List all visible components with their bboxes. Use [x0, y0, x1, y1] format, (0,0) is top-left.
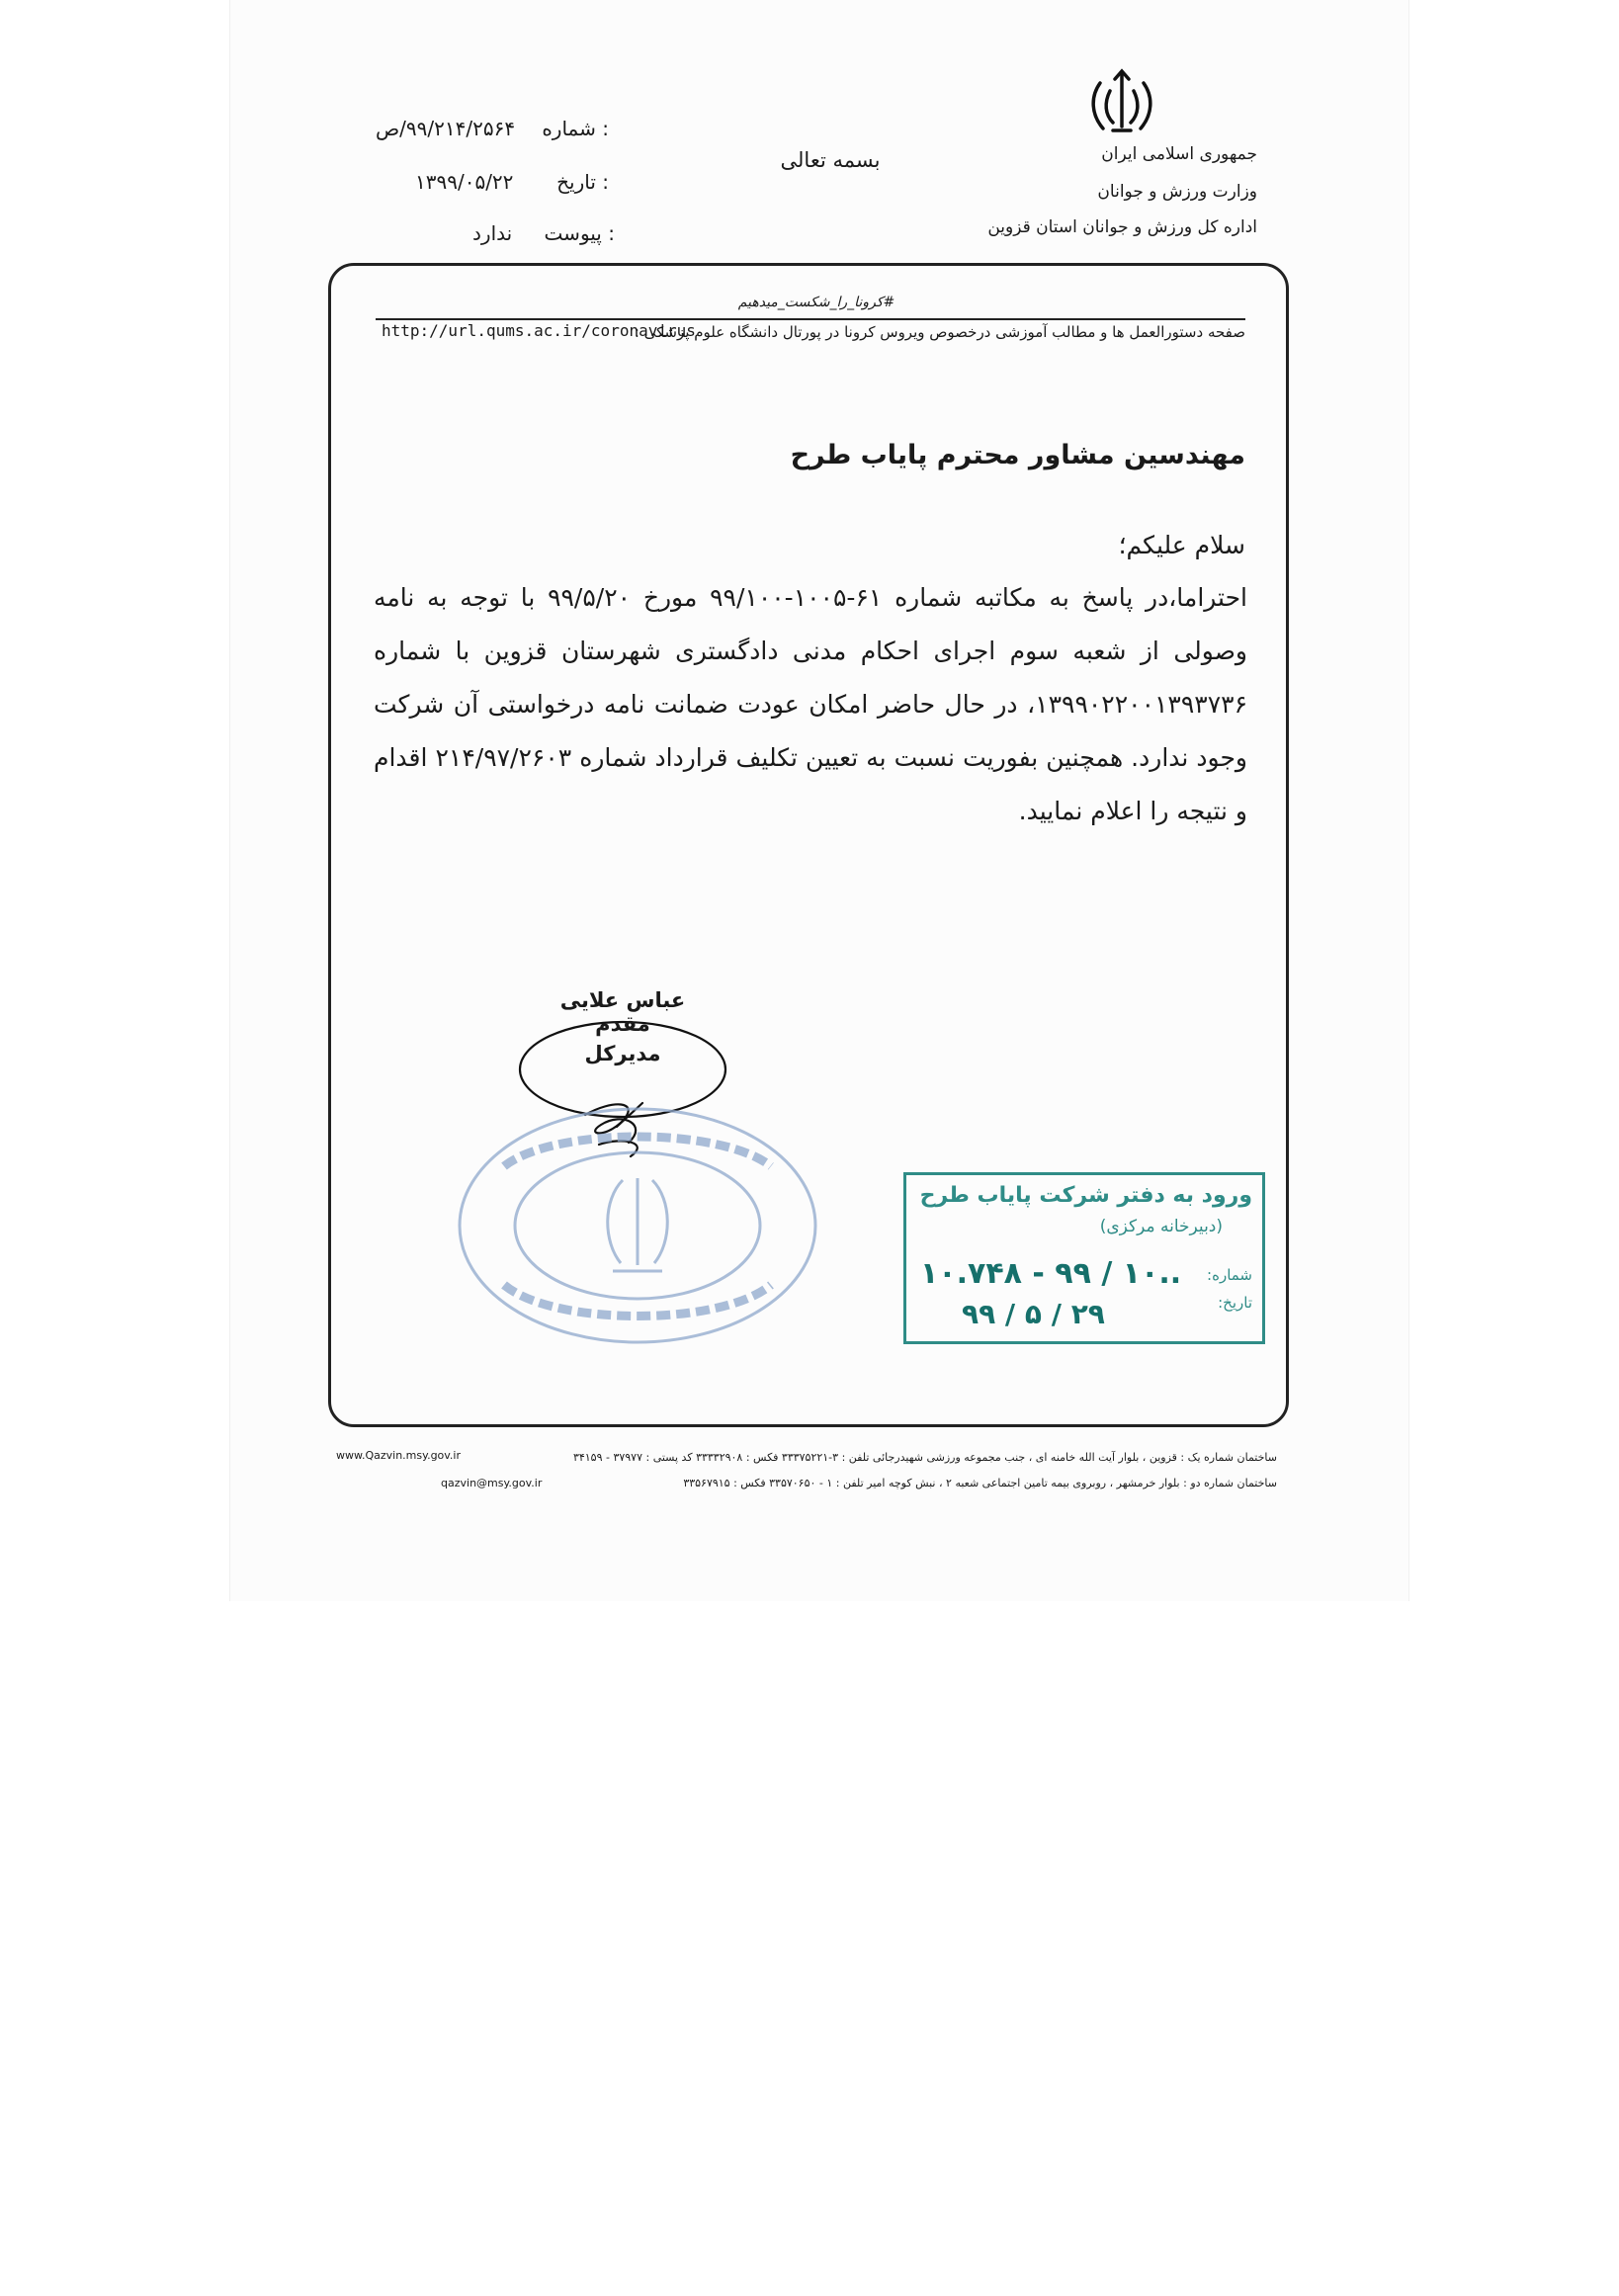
letter-attachment-label: پیوست :	[544, 221, 615, 245]
letter-date-row	[415, 170, 609, 206]
covid-hashtag: #کرونا_را_شکست_میدهیم	[737, 295, 895, 310]
footer-address-1: ساختمان شماره یک : قزوین ، بلوار آیت الله خامنه ای ، جنب مجموعه ورزشی شهیدرجائی تلفن : ۳-۳۳۳۷۵۲۲۱ فکس : ۳۳۳۳۲۹۰۸ کد پستی : ۳۷۹۷۷ - ۳۴۱۵۹	[572, 1451, 1277, 1464]
letter-greeting: سلام علیکم؛	[1118, 531, 1245, 559]
letter-attachment-row	[472, 221, 615, 257]
letter-date-value: ۱۳۹۹/۰۵/۲۲	[415, 170, 514, 194]
org-line-country: جمهوری اسلامی ایران	[1101, 144, 1257, 164]
signer-name: عباس علایی مقدم	[559, 988, 686, 1036]
covid-note: صفحه دستورالعمل ها و مطالب آموزشی درخصوص ویروس کرونا در پورتال دانشگاه علوم پزشکی :	[634, 323, 1245, 341]
letter-date-label: تاریخ :	[556, 170, 609, 194]
bismillah: بسمه تعالی	[780, 148, 881, 172]
covid-url-link[interactable]: http://url.qums.ac.ir/coronavirus	[382, 321, 696, 340]
received-stamp	[903, 1172, 1265, 1344]
stamp-title: ورود به دفتر شرکت پایاب طرح	[919, 1183, 1252, 1208]
signer-block	[534, 988, 712, 1065]
stamp-number-label: شماره:	[1207, 1266, 1252, 1284]
org-line-ministry: وزارت ورزش و جوانان	[1097, 182, 1257, 202]
letter-attachment-value: ندارد	[472, 221, 513, 245]
stamp-date-label: تاریخ:	[1218, 1294, 1252, 1312]
banner-divider	[376, 318, 1245, 320]
footer-website[interactable]: www.Qazvin.msy.gov.ir	[336, 1449, 462, 1462]
letter-number-value: ۹۹/۲۱۴/۲۵۶۴/ص	[376, 117, 516, 140]
stamp-subtitle: (دبیرخانه مرکزی)	[1099, 1217, 1223, 1236]
letter-body: احتراما،در پاسخ به مکاتبه شماره ۶۱-۱۰۰۵-۹۹/۱۰۰ مورخ ۹۹/۵/۲۰ با توجه به نامه وصولی از شعبه سوم اجرای احکام مدنی دادگستری شهرستان قزوین با شماره ۱۳۹۹۰۲۲۰۰۱۳۹۳۷۳۶، در حال حاضر امکان عودت ضمانت نامه درخواستی آن شرکت وجود ندارد. همچنین بفوریت نسبت به تعیین تکلیف قرارداد شماره ۲۱۴/۹۷/۲۶۰۳ اقدام و نتیجه را اعلام نمایید.	[374, 583, 1247, 825]
signer-title: مدیرکل	[584, 1042, 661, 1065]
footer-email[interactable]: qazvin@msy.gov.ir	[441, 1477, 543, 1489]
iran-emblem-icon	[1087, 65, 1156, 138]
official-seal	[445, 1097, 830, 1354]
letter-number-row	[376, 117, 609, 152]
letter-number-label: شماره :	[542, 117, 609, 140]
org-line-directorate: اداره کل ورزش و جوانان استان قزوین	[987, 217, 1257, 237]
letter-recipient: مهندسین مشاور محترم پایاب طرح	[790, 440, 1245, 470]
footer-address-2: ساختمان شماره دو : بلوار خرمشهر ، روبروی بیمه تامین اجتماعی شعبه ۲ ، نبش کوچه امیر تلفن : ۱ - ۳۳۵۷۰۶۵۰ فکس : ۳۳۵۶۷۹۱۵	[683, 1477, 1277, 1489]
stamp-date-value: ۹۹ / ۵ / ۲۹	[962, 1298, 1105, 1330]
stamp-number-value: ۱۰.۷۴۸ - ۹۹ / ۱۰..	[920, 1256, 1182, 1291]
